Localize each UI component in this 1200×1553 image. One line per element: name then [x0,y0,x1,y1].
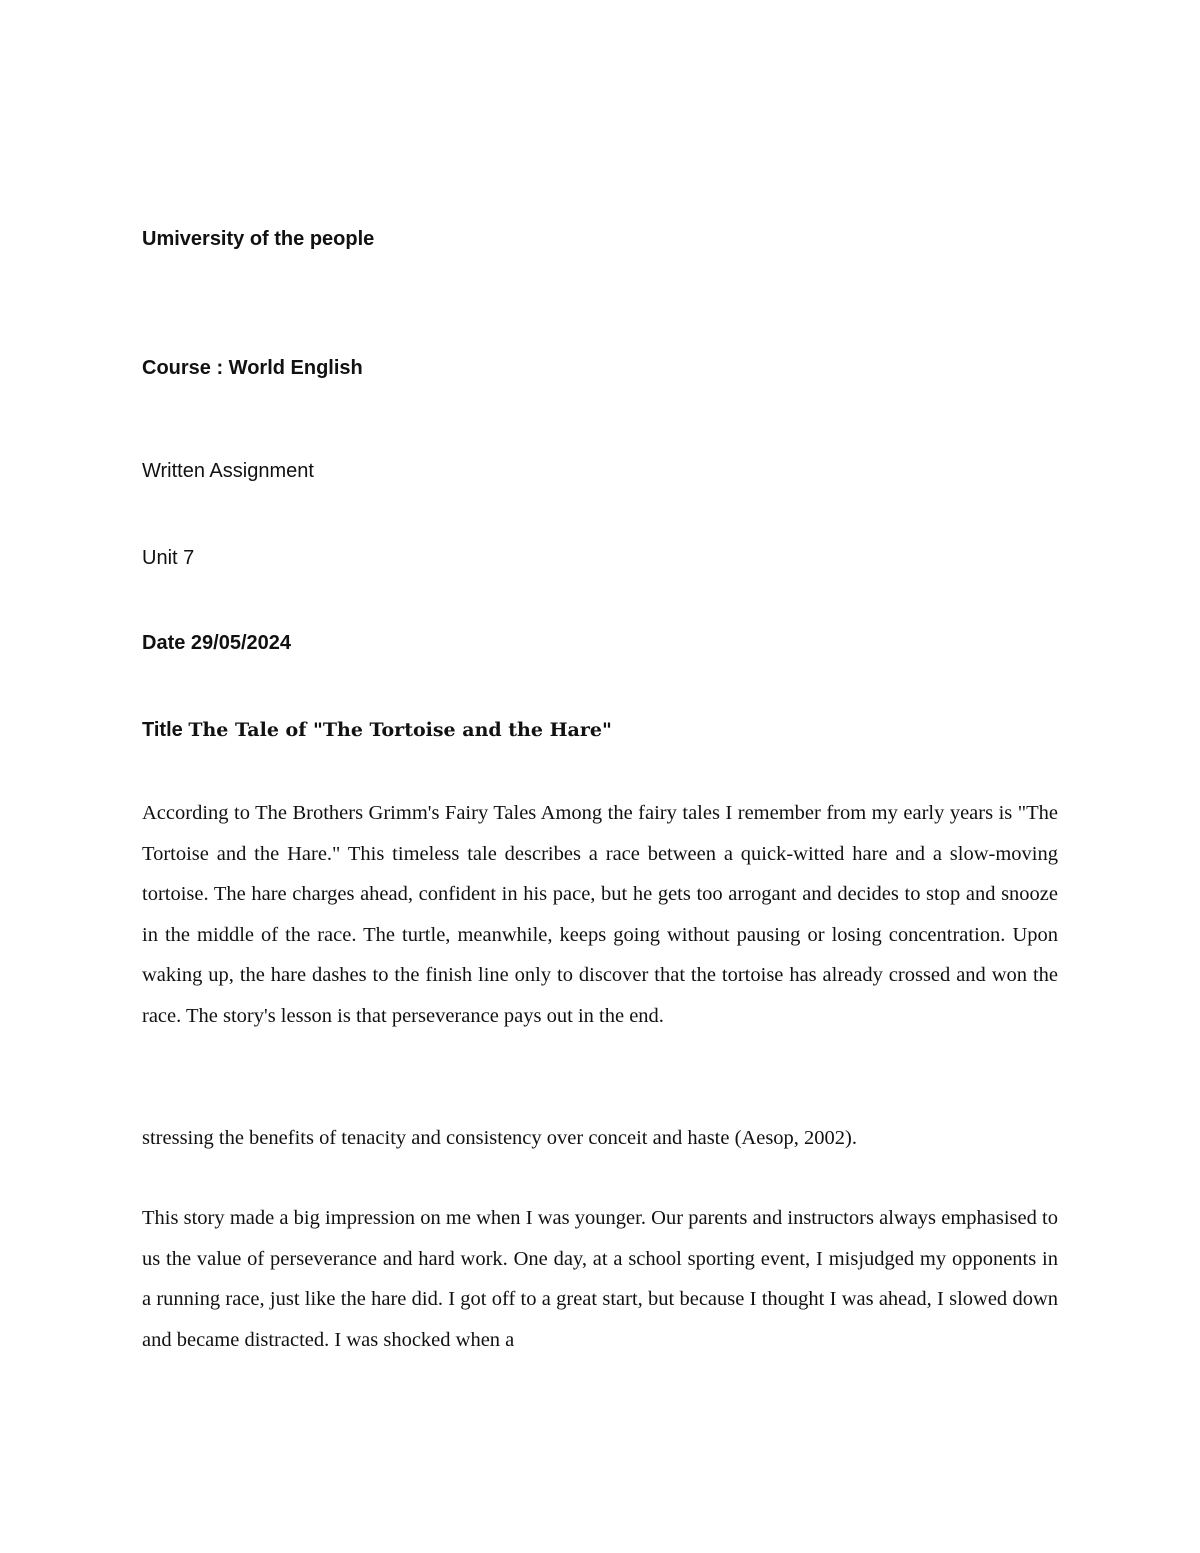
body-paragraph-1: According to The Brothers Grimm's Fairy Tales Among the fairy tales I remember from my early years is "The Tortoise and the Hare." This timeless tale describes a race between a quick-witted hare and a slow-moving tortoise. The hare charges ahead, confident in his pace, but he gets too arrogant and decides to stop and snooze in the middle of the race. The turtle, meanwhile, keeps going without pausing or losing concentration. Upon waking up, the hare dashes to the finish line only to discover that the tortoise has already crossed and won the race. The story's lesson is that perseverance pays out in the end. [142,802,1058,1027]
assignment-type: Written Assignment [142,460,314,482]
university-name: Umiversity of the people [142,228,375,250]
unit-number: Unit 7 [142,547,195,569]
title-label: Title [142,719,183,741]
body-paragraph-3: This story made a big impression on me when I was younger. Our parents and instructors always emphasised to us the value of perseverance and hard work. One day, at a school sporting event, I misjudged my opponents in a running race, just like the hare did. I got off to a great start, but because I thought I was ahead, I slowed down and became distracted. I was shocked when a [142,1207,1058,1351]
assignment-date: Date 29/05/2024 [142,632,292,654]
course-name: Course : World English [142,357,363,379]
title-text: The Tale of "The Tortoise and the Hare" [188,719,612,741]
document-title [142,717,612,743]
body-paragraph-2: stressing the benefits of tenacity and consistency over conceit and haste (Aesop, 2002). [142,1127,858,1149]
